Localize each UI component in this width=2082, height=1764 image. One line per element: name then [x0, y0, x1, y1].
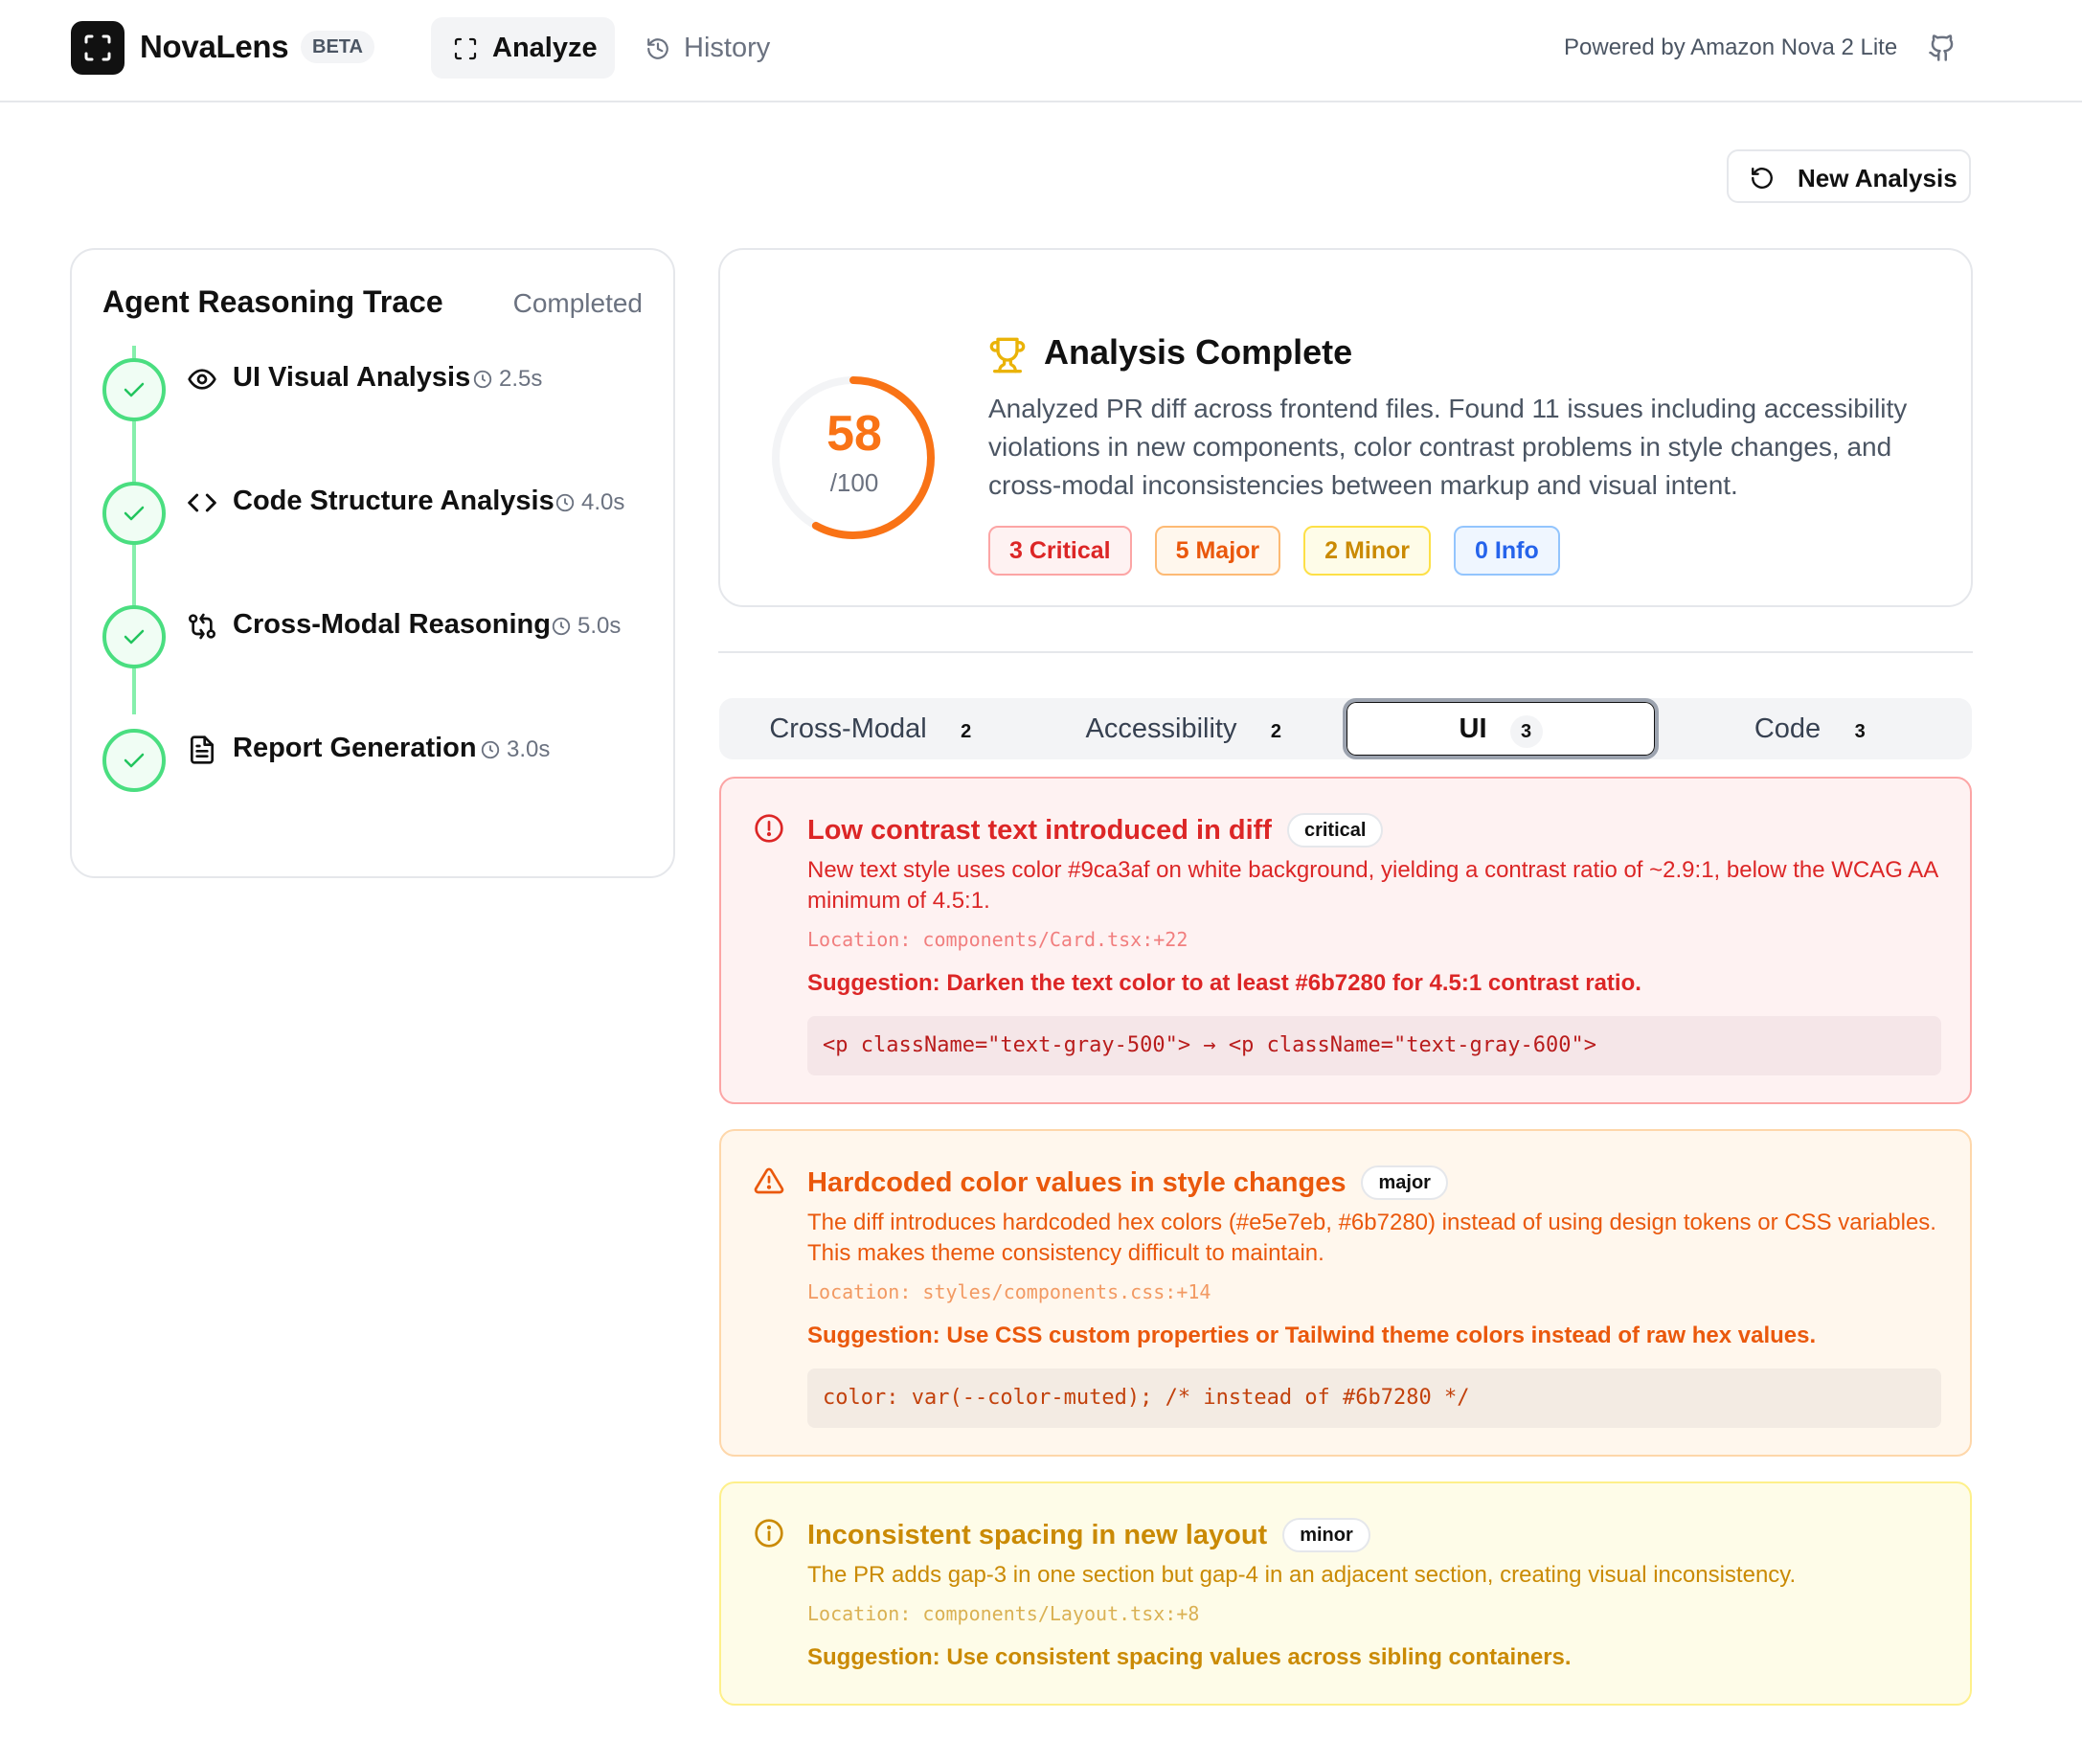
- check-icon: [123, 380, 146, 399]
- critical-count-badge[interactable]: 3 Critical: [988, 526, 1132, 576]
- nav-history[interactable]: [644, 17, 797, 79]
- github-icon[interactable]: [1928, 33, 1957, 63]
- severity-badge: critical: [1287, 813, 1383, 848]
- history-icon: [645, 36, 670, 61]
- logo[interactable]: [71, 21, 124, 75]
- info-circle-icon: [754, 1518, 784, 1549]
- major-count-badge[interactable]: 5 Major: [1155, 526, 1281, 576]
- issue-title: Inconsistent spacing in new layout minor: [807, 1518, 1370, 1552]
- step-complete-indicator: [102, 729, 166, 792]
- minor-count-badge[interactable]: 2 Minor: [1303, 526, 1431, 576]
- section-divider: [718, 651, 1973, 653]
- warning-triangle-icon: [754, 1165, 784, 1196]
- git-compare-icon: [187, 611, 217, 642]
- severity-badge: major: [1361, 1165, 1447, 1200]
- code-snippet[interactable]: color: var(--color-muted); /* instead of #6b7280 */: [807, 1368, 1941, 1428]
- code-snippet[interactable]: <p className="text-gray-500"> → <p className="text-gray-600">: [807, 1016, 1941, 1075]
- issue-location: Location: components/Layout.tsx:+8: [807, 1602, 1200, 1625]
- trace-step: [102, 605, 658, 672]
- nav-analyze-label: Analyze: [492, 33, 598, 63]
- info-count-badge[interactable]: 0 Info: [1454, 526, 1560, 576]
- issue-description: The diff introduces hardcoded hex colors (#e5e7eb, #6b7280) instead of using design tokens or CSS variables. This makes theme consistency difficult to maintain.: [807, 1210, 1936, 1266]
- powered-by: Powered by Amazon Nova 2 Lite: [1564, 34, 1898, 60]
- trace-title: Agent Reasoning Trace: [102, 284, 443, 319]
- trace-step: [102, 358, 658, 425]
- issue-suggestion: Suggestion: Use CSS custom properties or Tailwind theme colors instead of raw hex values.: [807, 1323, 1817, 1348]
- issue-title: Low contrast text introduced in diff critical: [807, 813, 1383, 848]
- tab-cross-modal[interactable]: Cross-Modal 2: [719, 700, 1032, 758]
- eye-icon: [187, 364, 217, 395]
- tab-accessibility[interactable]: Accessibility 2: [1032, 700, 1346, 758]
- scan-icon: [454, 37, 477, 60]
- tab-count: 2: [1270, 721, 1282, 742]
- issue-location: Location: styles/components.css:+14: [807, 1280, 1211, 1303]
- nav-analyze[interactable]: [431, 17, 615, 79]
- issue-suggestion: Suggestion: Use consistent spacing values across sibling containers.: [807, 1644, 1572, 1670]
- tab-code[interactable]: Code 3: [1659, 700, 1972, 758]
- step-label: Code Structure Analysis: [233, 486, 554, 516]
- trace-status: Completed: [512, 288, 643, 318]
- clock-icon: [554, 492, 576, 513]
- step-duration: 5.0s: [551, 613, 621, 640]
- step-complete-indicator: [102, 482, 166, 545]
- tab-count: 3: [1854, 721, 1866, 742]
- tab-count: 2: [961, 721, 972, 742]
- severity-badge: minor: [1282, 1518, 1370, 1552]
- step-duration: 4.0s: [554, 489, 624, 516]
- tab-count: 3: [1510, 715, 1543, 748]
- trace-step: [102, 482, 658, 549]
- issue-card: [719, 777, 1972, 1104]
- clock-icon: [472, 369, 493, 390]
- analysis-summary-card: [718, 248, 1973, 607]
- tab-ui[interactable]: UI 3: [1343, 698, 1659, 759]
- trophy-icon: [988, 336, 1027, 374]
- document-icon: [187, 735, 217, 765]
- issue-card: [719, 1129, 1972, 1457]
- step-complete-indicator: [102, 358, 166, 421]
- refresh-icon: [1750, 166, 1775, 191]
- new-analysis-label: New Analysis: [1798, 164, 1958, 192]
- new-analysis-button[interactable]: [1727, 149, 1971, 203]
- issue-description: New text style uses color #9ca3af on white background, yielding a contrast ratio of ~2.9:1, below the WCAG AA minimum of 4.5:1.: [807, 857, 1937, 914]
- alert-circle-icon: [754, 813, 784, 844]
- clock-icon: [551, 616, 572, 637]
- code-icon: [187, 487, 217, 518]
- issue-card: [719, 1481, 1972, 1706]
- summary-title: Analysis Complete: [1044, 332, 1353, 372]
- step-duration: 2.5s: [472, 366, 542, 393]
- issue-title: Hardcoded color values in style changes major: [807, 1165, 1448, 1200]
- issue-category-tabs: [719, 698, 1972, 759]
- severity-counts: [988, 526, 1560, 576]
- check-icon: [123, 751, 146, 770]
- brand-name: NovaLens: [140, 29, 289, 64]
- check-icon: [123, 504, 146, 523]
- check-icon: [123, 627, 146, 646]
- step-label: UI Visual Analysis: [233, 362, 471, 393]
- score-max: /100: [829, 468, 879, 497]
- summary-text: Analyzed PR diff across frontend files. Found 11 issues including accessibility violations in new components, color contrast problems in style changes, and cross-modal inconsistencies between markup and visual intent.: [988, 394, 1908, 500]
- beta-badge: BETA: [301, 31, 374, 63]
- issue-description: The PR adds gap-3 in one section but gap-4 in an adjacent section, creating visual inconsistency.: [807, 1562, 1797, 1588]
- step-duration: 3.0s: [480, 736, 550, 763]
- scan-logo-icon: [84, 34, 111, 61]
- step-complete-indicator: [102, 605, 166, 668]
- score-value: 58: [826, 406, 882, 462]
- reasoning-trace-card: [70, 248, 675, 878]
- clock-icon: [480, 739, 501, 760]
- top-bar: [0, 0, 2082, 102]
- nav-history-label: History: [684, 33, 771, 63]
- issue-location: Location: components/Card.tsx:+22: [807, 928, 1188, 951]
- issue-suggestion: Suggestion: Darken the text color to at least #6b7280 for 4.5:1 contrast ratio.: [807, 970, 1641, 996]
- step-label: Report Generation: [233, 733, 477, 763]
- step-label: Cross-Modal Reasoning: [233, 609, 551, 640]
- trace-step: [102, 729, 658, 796]
